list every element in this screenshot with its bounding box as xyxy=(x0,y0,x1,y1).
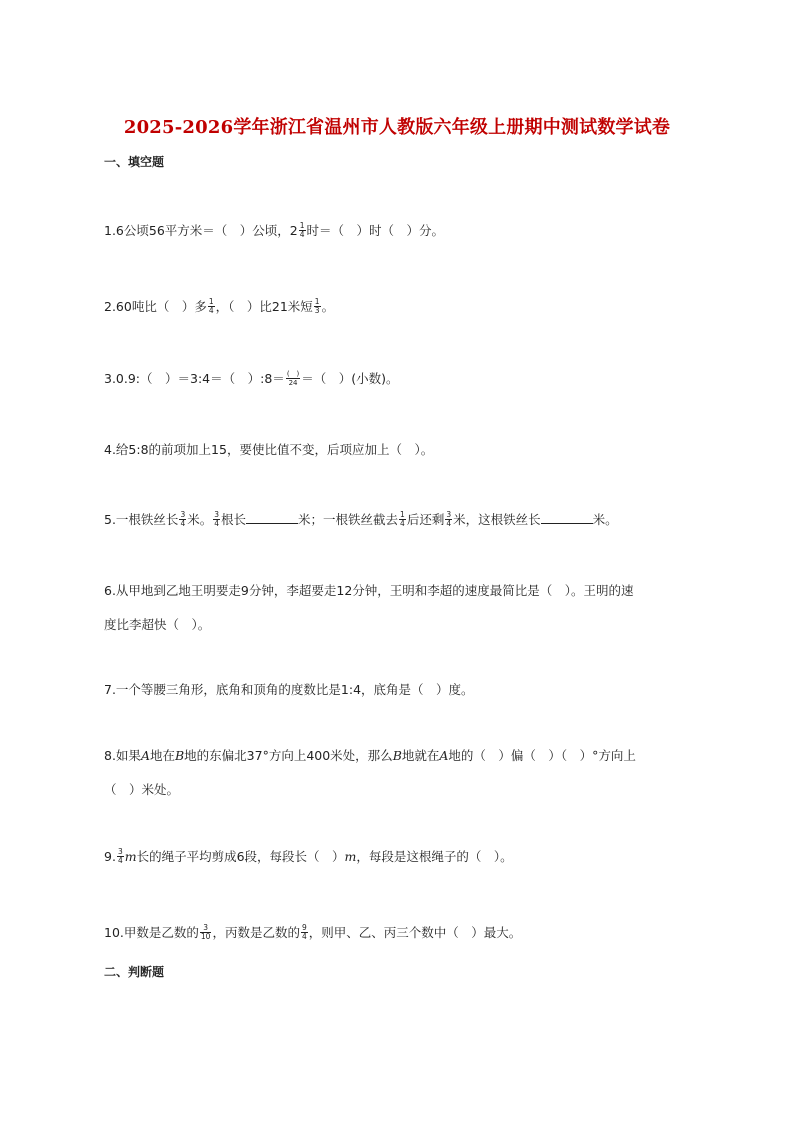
fraction: $\frac{3}{4}$ xyxy=(117,847,123,865)
question-4: 4.给5:8的前项加上15，要使比值不变，后项应加上（ ）。 xyxy=(104,442,434,457)
section-fill-blank: 一、填空题 xyxy=(104,155,165,169)
answer-blank[interactable] xyxy=(246,513,298,524)
answer-blank[interactable] xyxy=(541,513,593,524)
fraction: $\frac{1}{4}$ xyxy=(208,297,214,315)
fraction: $\frac{( )}{24}$ xyxy=(286,370,300,387)
question-3: 3.0.9:（ ）＝3:4＝（ ）:8＝ $\frac{( )}{24}$ ＝（ ）(小数)。 xyxy=(104,370,399,387)
section-true-false: 二、判断题 xyxy=(104,965,165,979)
fraction: $\frac{1}{4}$ xyxy=(299,221,305,239)
fraction: $\frac{3}{10}$ xyxy=(200,923,211,941)
question-1: 1.6公顷56平方米＝（ ）公顷，2 $\frac{1}{4}$ 时＝（ ）时（ ）分。 xyxy=(104,221,445,239)
fraction: $\frac{3}{4}$ xyxy=(446,510,452,528)
question-5: 5.一根铁丝长 $\frac{3}{4}$ 米。 $\frac{3}{4}$ 根长 米；一根铁丝截去 $\frac{1}{4}$ 后还剩 $\frac{3}{4}$ 米，这根铁丝长 米。 xyxy=(104,510,618,528)
exam-title: 2025-2026学年浙江省温州市人教版六年级上册期中测试数学试卷 xyxy=(123,117,671,138)
fraction: $\frac{3}{4}$ xyxy=(214,510,220,528)
question-8: 8.如果A地在B地的东偏北37°方向上400米处，那么B地就在A地的（ ）偏（ ）（ ）°方向上 （ ）米处。 xyxy=(104,748,636,797)
fraction: $\frac{1}{3}$ xyxy=(314,297,320,315)
question-6: 6.从甲地到乙地王明要走9分钟，李超要走12分钟，王明和李超的速度最简比是（ ）。王明的速 度比李超快（ ）。 xyxy=(104,583,634,632)
question-9: 9. $\frac{3}{4}$ m长的绳子平均剪成6段，每段长（ ）m，每段是这根绳子的（ ）。 xyxy=(104,847,513,865)
question-10: 10.甲数是乙数的 $\frac{3}{10}$ ，丙数是乙数的 $\frac{9}{4}$ ，则甲、乙、丙三个数中（ ）最大。 xyxy=(104,923,522,941)
fraction: $\frac{9}{4}$ xyxy=(301,923,307,941)
question-7: 7.一个等腰三角形，底角和顶角的度数比是1:4，底角是（ ）度。 xyxy=(104,682,474,697)
fraction: $\frac{3}{4}$ xyxy=(180,510,186,528)
question-2: 2.60吨比（ ）多 $\frac{1}{4}$ ，（ ）比21米短 $\frac{1}{3}$ 。 xyxy=(104,297,335,315)
fraction: $\frac{1}{4}$ xyxy=(400,510,405,528)
